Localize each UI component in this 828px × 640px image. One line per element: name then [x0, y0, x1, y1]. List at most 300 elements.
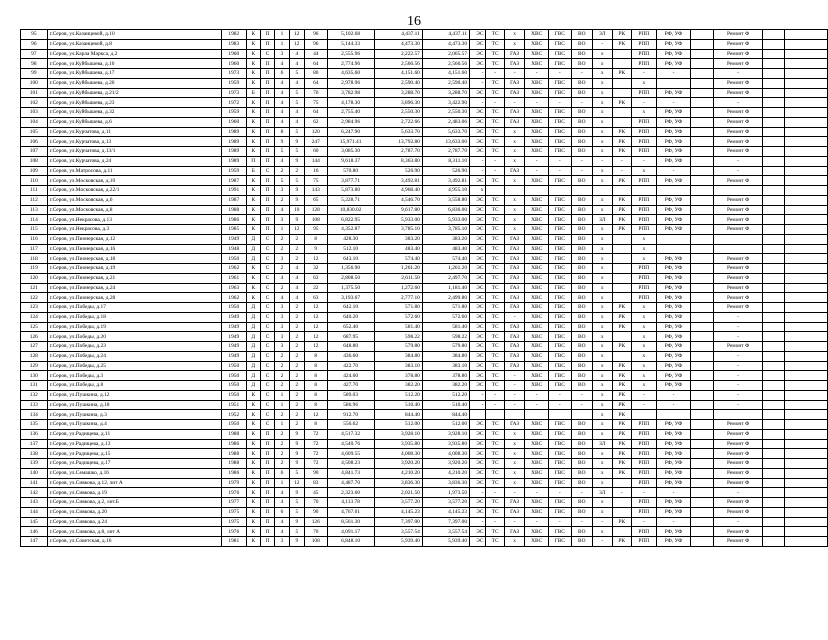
table-cell: - [548, 166, 571, 176]
table-cell: 4,145.23 [374, 507, 422, 517]
table-cell: К [246, 30, 260, 40]
table-cell: - [714, 322, 763, 332]
table-cell: 2 [289, 254, 304, 264]
table-cell: П [260, 30, 274, 40]
table-cell: х [593, 166, 612, 176]
table-cell [691, 342, 714, 352]
table-cell: х [631, 322, 656, 332]
table-cell: 1959 [221, 78, 246, 88]
table-cell: ТС [486, 439, 504, 449]
table-cell: - [656, 98, 691, 108]
table-cell: ГВС [548, 39, 571, 49]
table-cell [763, 537, 785, 547]
table-cell: П [260, 195, 274, 205]
table-cell: 8 [304, 420, 327, 430]
table-cell: К [246, 186, 260, 196]
table-cell: 145 [21, 517, 48, 527]
table-cell [612, 273, 631, 283]
table-cell [763, 381, 785, 391]
table-cell [763, 264, 785, 274]
table-cell: 1,261.20 [422, 264, 469, 274]
table-cell: Ремонт Ф [714, 225, 763, 235]
table-cell: 3,577.20 [374, 498, 422, 508]
table-cell [612, 527, 631, 537]
table-cell: - [525, 517, 549, 527]
table-cell: Ремонт Ф [714, 537, 763, 547]
table-cell: 5 [289, 468, 304, 478]
table-cell: 2 [289, 303, 304, 313]
table-cell: ГВС [548, 147, 571, 157]
table-cell: - [525, 400, 549, 410]
table-cell: 1959 [221, 166, 246, 176]
table-cell: П [260, 498, 274, 508]
table-cell: 5 [275, 176, 289, 186]
table-cell [656, 410, 691, 420]
table-cell: ХВС [525, 322, 549, 332]
table-cell: ВО [571, 234, 593, 244]
table-cell: 3 [275, 303, 289, 313]
table-cell: ГВС [548, 420, 571, 430]
table-cell: П [260, 88, 274, 98]
table-cell: С [260, 322, 274, 332]
table-row [21, 488, 828, 498]
table-cell: 1 [275, 390, 289, 400]
table-cell: 8 [304, 351, 327, 361]
table-cell: 117 [21, 244, 48, 254]
table-row [21, 449, 828, 459]
table-cell: ВО [571, 30, 593, 40]
table-cell: 5,633.70 [422, 127, 469, 137]
table-cell: ТС [486, 449, 504, 459]
table-cell: ГВС [548, 537, 571, 547]
table-row [21, 49, 828, 59]
table-cell: 9 [289, 429, 304, 439]
table-cell: ТС [486, 117, 504, 127]
table-cell: ЭС [470, 147, 486, 157]
table-cell: 5,228.71 [327, 195, 374, 205]
table-cell: К [246, 264, 260, 274]
table-cell [763, 459, 785, 469]
table-cell: 1949 [221, 312, 246, 322]
table-cell: Д [246, 332, 260, 342]
table-cell [691, 410, 714, 420]
table-cell: х [593, 478, 612, 488]
table-cell [571, 186, 593, 196]
table-cell: РФ, УФ [656, 332, 691, 342]
table-cell [593, 186, 612, 196]
table-cell: 2 [275, 195, 289, 205]
table-cell [691, 147, 714, 157]
table-cell [763, 186, 785, 196]
table-cell: ВО [571, 137, 593, 147]
table-cell: 512.20 [422, 390, 469, 400]
table-cell: 4 [275, 527, 289, 537]
table-cell: 3,782.98 [327, 88, 374, 98]
table-cell: 5 [289, 147, 304, 157]
table-cell [784, 234, 827, 244]
table-cell: П [260, 78, 274, 88]
table-cell: 1950 [221, 303, 246, 313]
table-cell [691, 215, 714, 225]
table-cell: х [593, 390, 612, 400]
table-cell: РПП [631, 30, 656, 40]
table-row [21, 459, 828, 469]
table-row [21, 283, 828, 293]
table-cell: 383.20 [422, 234, 469, 244]
table-cell [763, 342, 785, 352]
table-cell: ГАЗ [504, 498, 525, 508]
table-cell [784, 390, 827, 400]
table-cell [784, 195, 827, 205]
table-cell: Д [246, 234, 260, 244]
table-cell: г.Серов, ул.Куйбышева, д.32 [47, 108, 221, 118]
table-cell: 13,792.80 [374, 137, 422, 147]
table-cell: 4,437.11 [422, 30, 469, 40]
table-cell: Ремонт Ф [714, 527, 763, 537]
table-cell: ЭС [470, 225, 486, 235]
table-cell: - [486, 390, 504, 400]
table-cell: г.Серов, ул.Куйбышева, д.20 [47, 78, 221, 88]
table-cell: К [246, 98, 260, 108]
table-cell: - [631, 69, 656, 79]
table-cell: С [260, 254, 274, 264]
table-cell [612, 59, 631, 69]
table-cell: 9,617.80 [374, 205, 422, 215]
table-cell: 60 [304, 147, 327, 157]
table-cell: П [260, 449, 274, 459]
table-cell: 3 [275, 322, 289, 332]
table-cell: ГАЗ [504, 527, 525, 537]
table-cell: ТС [486, 195, 504, 205]
table-cell: ХВС [525, 303, 549, 313]
table-cell: х [593, 322, 612, 332]
table-cell: ГВС [548, 30, 571, 40]
table-cell: 2 [289, 244, 304, 254]
table-cell: ХВС [525, 449, 549, 459]
table-row [21, 273, 828, 283]
table-cell: 382.20 [422, 381, 469, 391]
table-cell: 2,978.96 [327, 78, 374, 88]
table-cell [784, 381, 827, 391]
table-row [21, 254, 828, 264]
table-cell: К [246, 49, 260, 59]
table-cell: 1 [275, 39, 289, 49]
table-cell: ГАЗ [504, 283, 525, 293]
table-cell: Ремонт Ф [714, 449, 763, 459]
table-cell: 146 [21, 527, 48, 537]
table-cell: РПП [631, 527, 656, 537]
table-cell: 96 [304, 39, 327, 49]
table-cell [784, 283, 827, 293]
table-cell: РФ, УФ [656, 361, 691, 371]
table-cell: 589.03 [327, 390, 374, 400]
table-cell: - [571, 390, 593, 400]
table-cell: - [631, 390, 656, 400]
table-cell: ТС [486, 39, 504, 49]
table-cell: 4,151.60 [422, 69, 469, 79]
table-cell: г.Серов, ул.Матросова, д.11 [47, 166, 221, 176]
table-cell: 100 [21, 78, 48, 88]
table-cell: 9 [289, 186, 304, 196]
table-cell: ЭС [470, 30, 486, 40]
table-cell: 8 [304, 234, 327, 244]
table-cell [691, 371, 714, 381]
table-cell: 4,437.11 [374, 30, 422, 40]
table-cell: ГВС [548, 137, 571, 147]
table-cell: Ремонт Ф [714, 420, 763, 430]
table-cell: х [593, 468, 612, 478]
table-cell: - [593, 156, 612, 166]
table-cell: РПП [631, 147, 656, 157]
table-cell: - [612, 488, 631, 498]
table-cell: ЭС [470, 498, 486, 508]
table-cell: 1988 [221, 205, 246, 215]
table-cell: 1979 [221, 478, 246, 488]
table-cell [763, 429, 785, 439]
table-cell [631, 410, 656, 420]
table-cell: Ремонт Ф [714, 39, 763, 49]
table-cell: 579.80 [374, 342, 422, 352]
table-row [21, 156, 828, 166]
table-cell [691, 156, 714, 166]
table-cell: 9 [289, 449, 304, 459]
table-cell: Ремонт Ф [714, 59, 763, 69]
table-cell [763, 273, 785, 283]
table-row [21, 88, 828, 98]
table-cell: ТС [486, 537, 504, 547]
table-cell [691, 478, 714, 488]
table-cell [763, 117, 785, 127]
table-cell: ЭС [470, 381, 486, 391]
table-cell: х [504, 205, 525, 215]
table-cell: х [593, 410, 612, 420]
table-cell: 1976 [221, 488, 246, 498]
table-cell: ГАЗ [504, 254, 525, 264]
table-cell: 2,787.70 [374, 147, 422, 157]
table-cell: ГВС [548, 468, 571, 478]
table-cell: 1,356.90 [327, 264, 374, 274]
table-cell: С [260, 420, 274, 430]
table-cell: ХВС [525, 381, 549, 391]
table-cell: 10 [289, 205, 304, 215]
table-cell: РФ, УФ [656, 537, 691, 547]
table-cell: 844.40 [422, 410, 469, 420]
table-cell: РПП [631, 420, 656, 430]
table-cell: РФ, УФ [656, 195, 691, 205]
table-cell: 1991 [221, 186, 246, 196]
table-cell: г.Серов, ул.Сивкова, д.20 [47, 507, 221, 517]
table-cell: 9 [289, 439, 304, 449]
table-cell: - [548, 69, 571, 79]
table-cell: ЭС [470, 108, 486, 118]
table-cell: 2,777.10 [374, 293, 422, 303]
table-cell: ТС [486, 108, 504, 118]
table-row [21, 527, 828, 537]
table-cell [784, 361, 827, 371]
table-cell [691, 351, 714, 361]
table-cell: ВО [571, 225, 593, 235]
table-cell: РК [612, 342, 631, 352]
table-cell: 2 [289, 420, 304, 430]
table-cell: г.Серов, ул.Победы, д.18 [47, 312, 221, 322]
table-cell [691, 439, 714, 449]
table-cell [691, 283, 714, 293]
table-cell: 4,473.30 [374, 39, 422, 49]
table-cell: 2 [289, 332, 304, 342]
table-cell: 4,151.60 [374, 69, 422, 79]
table-cell: х [631, 234, 656, 244]
table-cell: г.Серов, ул.Семашко, д.16 [47, 468, 221, 478]
table-cell: ВО [571, 108, 593, 118]
table-cell: х [593, 507, 612, 517]
table-cell: ГВС [548, 507, 571, 517]
table-cell: г.Серов, ул.Пушкина, д.12 [47, 390, 221, 400]
table-cell [691, 498, 714, 508]
table-cell: 95 [304, 225, 327, 235]
table-cell [691, 459, 714, 469]
table-cell: 1959 [221, 108, 246, 118]
table-cell: РПП [631, 117, 656, 127]
table-cell: 12 [304, 303, 327, 313]
table-cell [714, 234, 763, 244]
table-cell: 9 [289, 195, 304, 205]
table-cell: РК [612, 390, 631, 400]
table-cell: 8,363.80 [374, 156, 422, 166]
table-cell: 9 [289, 137, 304, 147]
table-cell: 4,210.20 [422, 468, 469, 478]
table-cell [784, 225, 827, 235]
table-cell: ХВС [525, 420, 549, 430]
table-cell: К [246, 507, 260, 517]
table-cell: ГВС [548, 371, 571, 381]
table-cell [784, 400, 827, 410]
table-cell: ХВС [525, 478, 549, 488]
table-cell: ВО [571, 527, 593, 537]
table-cell: ВО [571, 312, 593, 322]
table-cell: 5 [289, 127, 304, 137]
table-row [21, 351, 828, 361]
table-cell: х [504, 225, 525, 235]
table-cell [691, 537, 714, 547]
table-cell: 139 [21, 459, 48, 469]
table-cell: РФ, УФ [656, 478, 691, 488]
table-cell: Ремонт Ф [714, 147, 763, 157]
table-cell: 70 [304, 498, 327, 508]
table-cell: ВО [571, 498, 593, 508]
table-cell: 110 [21, 176, 48, 186]
table-cell [691, 137, 714, 147]
table-cell: 1972 [221, 98, 246, 108]
table-cell: 6 [275, 507, 289, 517]
table-cell: 4,609.55 [327, 449, 374, 459]
table-cell [784, 537, 827, 547]
table-cell [784, 478, 827, 488]
table-cell: ВО [571, 429, 593, 439]
table-cell: ЭС [470, 293, 486, 303]
table-cell: ГВС [548, 429, 571, 439]
table-cell: 3,877.71 [327, 176, 374, 186]
table-cell: 1973 [221, 88, 246, 98]
table-cell: х [631, 332, 656, 342]
table-cell: К [246, 537, 260, 547]
table-cell: РФ, УФ [656, 420, 691, 430]
table-cell [763, 234, 785, 244]
table-cell: 104 [21, 117, 48, 127]
table-cell: 4 [289, 264, 304, 274]
table-cell [784, 342, 827, 352]
table-cell [784, 127, 827, 137]
table-cell: К [246, 137, 260, 147]
table-cell: РК [612, 468, 631, 478]
table-row [21, 498, 828, 508]
table-cell: 3,928.10 [422, 429, 469, 439]
table-cell: ВО [571, 361, 593, 371]
table-cell: 1960 [221, 49, 246, 59]
table-cell: 4 [289, 117, 304, 127]
table-cell: 4 [275, 488, 289, 498]
table-cell [763, 127, 785, 137]
table-cell: ЭС [470, 429, 486, 439]
table-cell: 64 [304, 59, 327, 69]
table-cell [763, 215, 785, 225]
table-cell: К [246, 293, 260, 303]
table-cell: 72 [304, 439, 327, 449]
table-cell [763, 195, 785, 205]
table-cell: 131 [21, 381, 48, 391]
table-cell: РФ, УФ [656, 137, 691, 147]
table-cell: г.Серов, ул.Победы, д.24 [47, 351, 221, 361]
table-cell: ЭС [470, 176, 486, 186]
table-cell [691, 244, 714, 254]
table-row [21, 108, 828, 118]
table-cell [763, 527, 785, 537]
table-cell: 3,785.10 [374, 225, 422, 235]
table-cell: ГАЗ [504, 342, 525, 352]
table-cell: РФ, УФ [656, 459, 691, 469]
table-cell: 9 [289, 488, 304, 498]
table-cell: 3,577.20 [422, 498, 469, 508]
table-cell: 96 [304, 30, 327, 40]
table-cell [691, 166, 714, 176]
table-cell: 3 [275, 49, 289, 59]
table-cell: ЭС [470, 254, 486, 264]
table-cell: 5 [289, 69, 304, 79]
table-cell [548, 186, 571, 196]
table-cell: Ремонт Ф [714, 342, 763, 352]
table-cell: 12 [304, 322, 327, 332]
table-cell: - [470, 98, 486, 108]
table-cell: 510.40 [422, 400, 469, 410]
table-cell: - [571, 98, 593, 108]
table-cell: 3,935.80 [422, 439, 469, 449]
table-cell: 3,935.80 [374, 439, 422, 449]
table-cell: 64 [304, 108, 327, 118]
table-cell: ВО [571, 449, 593, 459]
table-row [21, 332, 828, 342]
table-cell [784, 459, 827, 469]
table-cell [714, 410, 763, 420]
table-cell: 3,836.30 [374, 478, 422, 488]
table-cell: 4 [275, 205, 289, 215]
table-cell: РПП [631, 439, 656, 449]
table-cell: 3Л [593, 30, 612, 40]
table-cell: 2 [275, 244, 289, 254]
table-cell: 4 [289, 78, 304, 88]
table-cell: РК [612, 449, 631, 459]
table-cell: Д [246, 254, 260, 264]
table-cell: 1987 [221, 195, 246, 205]
table-cell: ВО [571, 264, 593, 274]
